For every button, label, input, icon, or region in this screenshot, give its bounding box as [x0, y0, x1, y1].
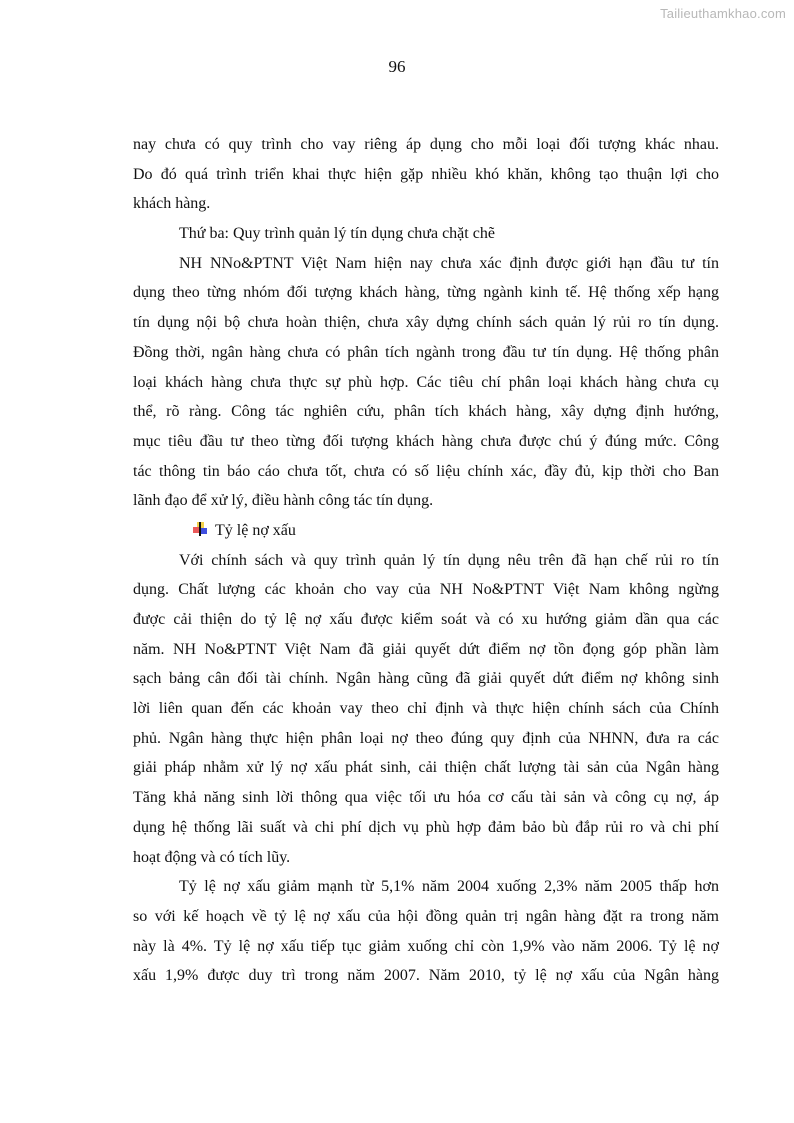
text-line: lời liên quan đến các khoản vay theo chỉ định và thực hiện chính sách của Chính [133, 700, 719, 718]
text-line: giải pháp nhằm xử lý nợ xấu phát sinh, cải thiện chất lượng tài sản của Ngân hàng [133, 759, 719, 777]
bullet-icon [193, 522, 207, 536]
text-line: khách hàng. [133, 195, 211, 213]
text-line: này là 4%. Tỷ lệ nợ xấu tiếp tục giảm xuống chỉ còn 1,9% vào năm 2006. Tỷ lệ nợ [133, 937, 719, 955]
document-body [133, 130, 719, 991]
text-line: thể, rõ ràng. Công tác nghiên cứu, phân tích khách hàng, xây dựng định hướng, [133, 403, 719, 421]
text-line: sạch bảng cân đối tài chính. Ngân hàng cũng đã giải quyết dứt điểm nợ không sinh [133, 670, 719, 688]
text-line: tác thông tin báo cáo chưa tốt, chưa có số liệu chính xác, đầy đủ, kịp thời cho Ban [133, 462, 719, 480]
paragraph-block-1 [133, 130, 719, 516]
text-line: được cải thiện do tỷ lệ nợ xấu được kiểm soát và có xu hướng giảm dần qua các [133, 611, 719, 628]
text-line: Tỷ lệ nợ xấu giảm mạnh từ 5,1% năm 2004 xuống 2,3% năm 2005 thấp hơn [179, 878, 719, 896]
watermark: Tailieuthamkhao.com [660, 6, 786, 21]
text-line: Với chính sách và quy trình quản lý tín dụng nêu trên đã hạn chế rủi ro tín [179, 551, 719, 569]
text-line: dụng hệ thống lãi suất và chi phí dịch vụ phù hợp đảm bảo bù đắp rủi ro và chi phí [133, 818, 719, 836]
text-line: NH NNo&PTNT Việt Nam hiện nay chưa xác định được giới hạn đầu tư tín [179, 254, 719, 272]
text-line: hoạt động và có tích lũy. [133, 848, 291, 866]
text-line: Tăng khả năng sinh lời thông qua việc tối ưu hóa cơ cấu tài sản và công cụ nợ, áp [133, 789, 719, 807]
text-line: mục tiêu đầu tư theo từng đối tượng khách hàng chưa được chú ý đúng mức. Công [133, 432, 719, 450]
text-line: năm. NH No&PTNT Việt Nam đã giải quyết dứt điểm nợ tồn đọng góp phần làm [133, 640, 719, 658]
text-line: nay chưa có quy trình cho vay riêng áp dụng cho mỗi loại đối tượng khác nhau. [133, 136, 719, 153]
text-line: loại khách hàng chưa thực sự phù hợp. Các tiêu chí phân loại khách hàng chưa cụ [133, 373, 719, 391]
text-line: lãnh đạo để xử lý, điều hành công tác tín dụng. [133, 492, 434, 510]
text-line: so với kế hoạch về tỷ lệ nợ xấu của hội đồng quản trị ngân hàng đặt ra trong năm [133, 907, 719, 925]
text-line: xấu 1,9% được duy trì trong năm 2007. Năm 2010, tỷ lệ nợ xấu của Ngân hàng [133, 967, 719, 985]
text-line: Đồng thời, ngân hàng chưa có phân tích ngành trong đầu tư tín dụng. Hệ thống phân [133, 343, 719, 361]
text-line: dụng. Chất lượng các khoản cho vay của NH No&PTNT Việt Nam không ngừng [133, 581, 719, 599]
bullet-heading-text: Tỷ lệ nợ xấu [215, 521, 296, 539]
page-number: 96 [388, 57, 406, 76]
text-line: tín dụng nội bộ chưa hoàn thiện, chưa xây dựng chính sách quản lý rủi ro tín dụng. [133, 314, 719, 332]
bullet-heading [133, 516, 719, 546]
text-line: dụng theo từng nhóm đối tượng khách hàng, từng ngành kinh tế. Hệ thống xếp hạng [133, 284, 719, 302]
text-line: phủ. Ngân hàng thực hiện phân loại nợ theo đúng quy định của NHNN, đưa ra các [133, 729, 719, 747]
text-line: Thứ ba: Quy trình quản lý tín dụng chưa chặt chẽ [179, 225, 495, 243]
paragraph-block-2 [133, 546, 719, 991]
text-line: Do đó quá trình triển khai thực hiện gặp nhiều khó khăn, không tạo thuận lợi cho [133, 165, 719, 183]
